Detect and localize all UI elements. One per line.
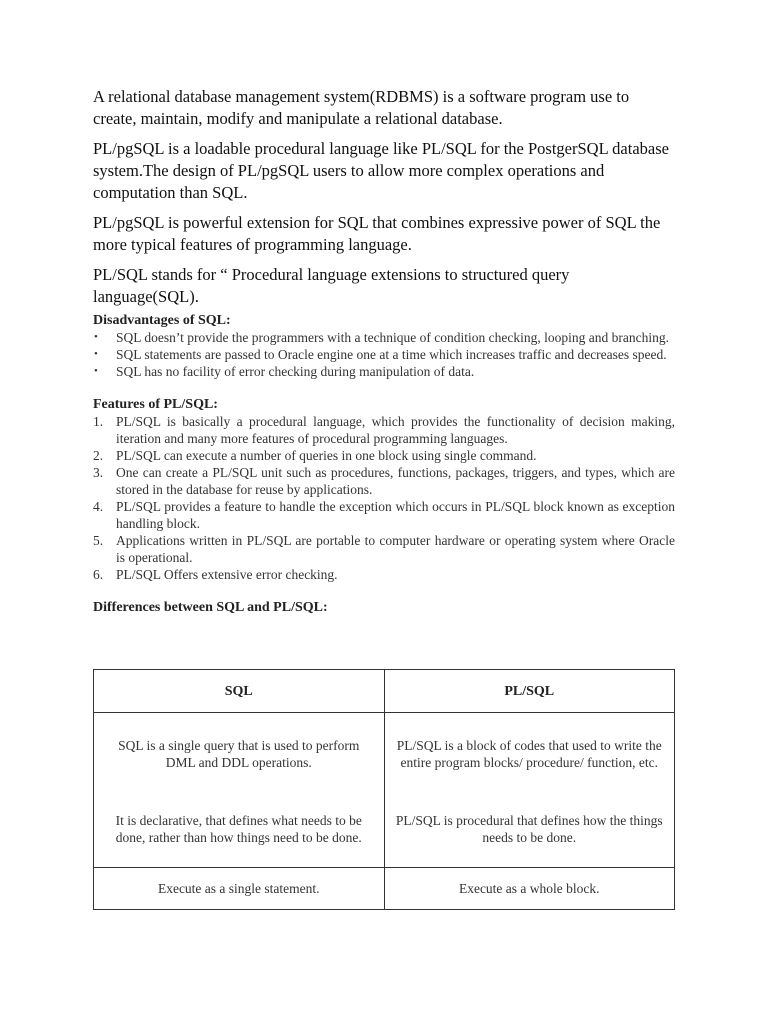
list-item xyxy=(93,447,675,464)
table-cell: SQL is a single query that is used to perform DML and DDL operations. xyxy=(94,713,385,792)
list-item xyxy=(93,346,675,363)
table-header-row xyxy=(94,670,675,713)
table-row xyxy=(94,713,675,792)
list-item-text: Applications written in PL/SQL are portable to computer hardware or operating system where Oracle is operational. xyxy=(116,533,675,565)
bullet-marker: • xyxy=(94,348,98,360)
list-number: 4. xyxy=(93,499,104,514)
list-item-text: PL/SQL is basically a procedural language, which provides the functionality of decision making, iteration and many more features of procedural programming languages. xyxy=(116,414,675,446)
list-item-text: One can create a PL/SQL unit such as procedures, functions, packages, triggers, and types, which are stored in the database for reuse by applications. xyxy=(116,465,675,497)
list-number: 6. xyxy=(93,567,104,582)
features-heading: Features of PL/SQL: xyxy=(93,397,218,412)
intro-paragraph-extension: PL/pgSQL is powerful extension for SQL that combines expressive power of SQL the more typical features of programming language. xyxy=(93,213,661,254)
list-item-text: PL/SQL can execute a number of queries in one block using single command. xyxy=(116,448,537,463)
list-item-text: PL/SQL Offers extensive error checking. xyxy=(116,567,338,582)
table-cell: PL/SQL is a block of codes that used to write the entire program blocks/ procedure/ function, etc. xyxy=(384,713,675,792)
column-header-sql: SQL xyxy=(94,670,385,713)
intro-paragraph-plpgsql: PL/pgSQL is a loadable procedural language like PL/SQL for the PostgerSQL database system.The design of PL/pgSQL users to allow more complex operations and computation than SQL. xyxy=(93,139,669,202)
list-item-text: PL/SQL provides a feature to handle the exception which occurs in PL/SQL block known as exception handling block. xyxy=(116,499,675,531)
differences-table xyxy=(93,669,675,910)
intro-paragraph-plsql-definition: PL/SQL stands for “ Procedural language extensions to structured query language(SQL). xyxy=(93,265,570,306)
disadvantages-list xyxy=(93,329,675,380)
list-item xyxy=(93,464,675,498)
list-item-text: SQL doesn’t provide the programmers with a technique of condition checking, looping and branching. xyxy=(116,330,669,345)
table-cell: Execute as a single statement. xyxy=(94,868,385,910)
table-row xyxy=(94,791,675,868)
table-cell: PL/SQL is procedural that defines how the things needs to be done. xyxy=(384,791,675,868)
list-number: 1. xyxy=(93,414,104,429)
list-item xyxy=(93,413,675,447)
features-list xyxy=(93,413,675,583)
list-number: 5. xyxy=(93,533,104,548)
list-item xyxy=(93,498,675,532)
bullet-marker: • xyxy=(94,365,98,377)
disadvantages-heading: Disadvantages of SQL: xyxy=(93,313,231,328)
list-number: 3. xyxy=(93,465,104,480)
differences-heading: Differences between SQL and PL/SQL: xyxy=(93,600,328,615)
table-cell: Execute as a whole block. xyxy=(384,868,675,910)
list-item xyxy=(93,532,675,566)
table-cell: It is declarative, that defines what needs to be done, rather than how things need to be done. xyxy=(94,791,385,868)
list-number: 2. xyxy=(93,448,104,463)
intro-paragraph-rdbms: A relational database management system(RDBMS) is a software program use to create, maintain, modify and manipulate a relational database. xyxy=(93,87,630,128)
table-row xyxy=(94,868,675,910)
column-header-plsql: PL/SQL xyxy=(384,670,675,713)
list-item xyxy=(93,566,675,583)
list-item-text: SQL statements are passed to Oracle engine one at a time which increases traffic and decreases speed. xyxy=(116,347,667,362)
document-body xyxy=(93,86,675,616)
list-item xyxy=(93,363,675,380)
list-item xyxy=(93,329,675,346)
bullet-marker: • xyxy=(94,331,98,343)
list-item-text: SQL has no facility of error checking during manipulation of data. xyxy=(116,364,475,379)
